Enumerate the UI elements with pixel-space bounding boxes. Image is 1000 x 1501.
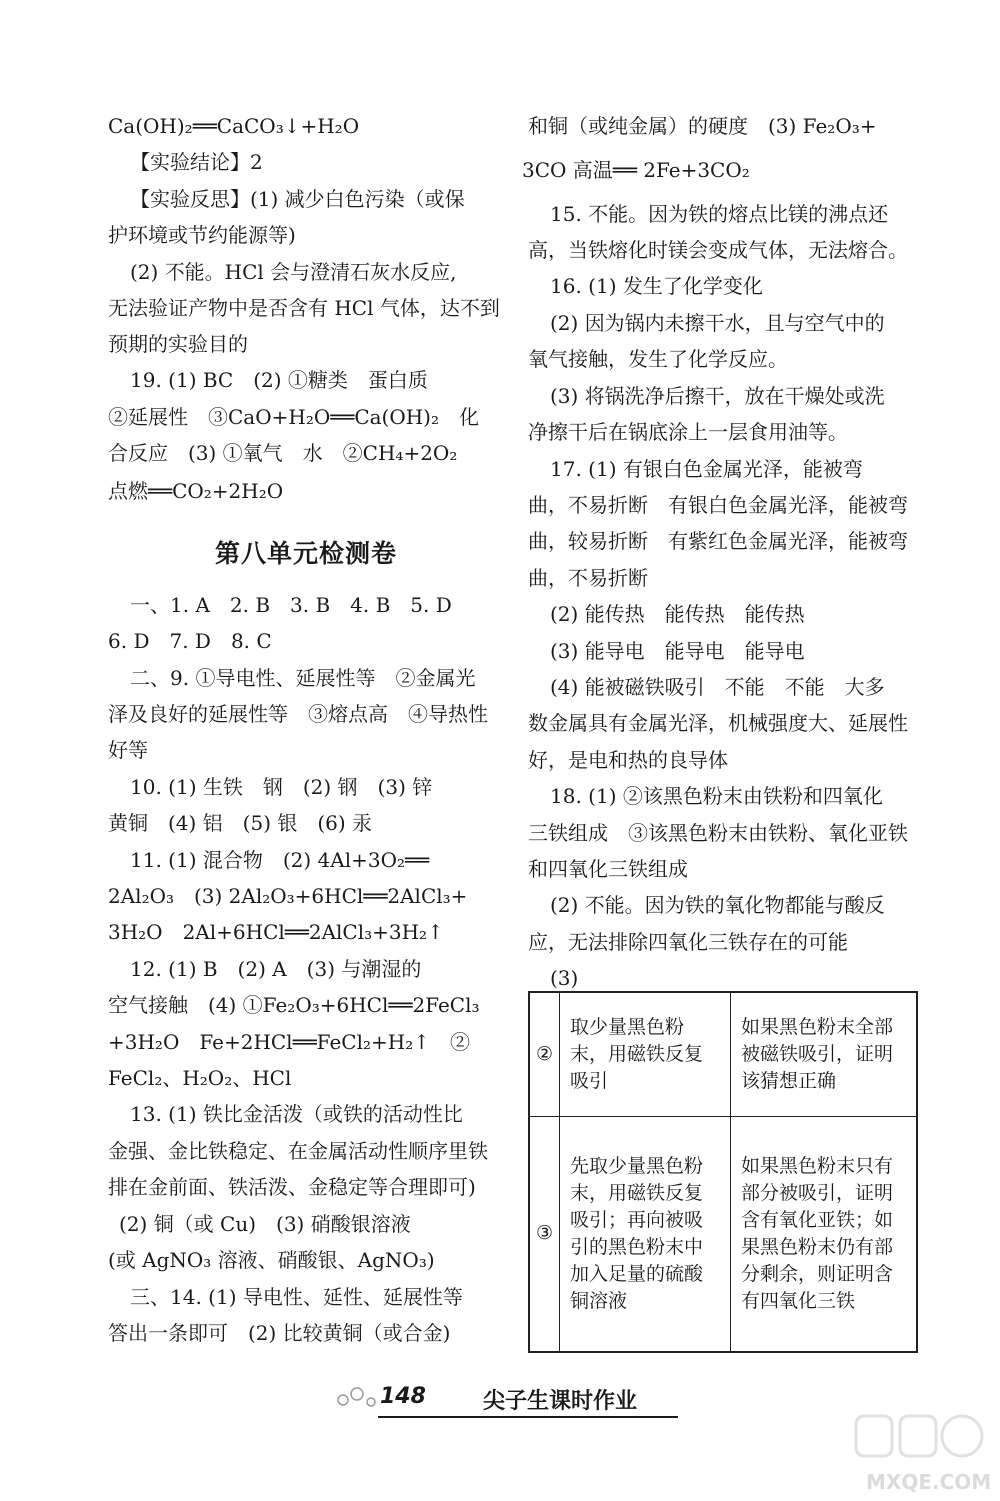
answer-table bbox=[528, 991, 918, 1353]
operation-cell: 先取少量黑色粉末，用磁铁反复吸引；再向被吸引的黑色粉末中加入足量的硫酸铜溶液 bbox=[560, 1116, 731, 1352]
text-line: (3) 能导电 能导电 能导电 bbox=[550, 639, 805, 663]
text-line: (2) 铜（或 Cu) (3) 硝酸银溶液 bbox=[119, 1212, 411, 1236]
text-line: 排在金前面、铁活泼、金稳定等合理即可) bbox=[108, 1175, 476, 1199]
text-line: (2) 能传热 能传热 能传热 bbox=[550, 602, 805, 626]
text-line: 三、14. (1) 导电性、延性、延展性等 bbox=[130, 1285, 463, 1309]
text-line: 17. (1) 有银白色金属光泽，能被弯 bbox=[550, 457, 863, 481]
text-line: 10. (1) 生铁 钢 (2) 钢 (3) 锌 bbox=[130, 775, 433, 799]
footer-rule bbox=[378, 1416, 678, 1418]
book-title: 尖子生课时作业 bbox=[483, 1389, 638, 1414]
text-line: 三铁组成 ③该黑色粉末由铁粉、氧化亚铁 bbox=[528, 821, 908, 845]
text-line: 护环境或节约能源等) bbox=[108, 223, 296, 247]
text-line: 空气接触 (4) ①Fe₂O₃+6HCl══2FeCl₃ bbox=[108, 993, 480, 1017]
text-line: 泽及良好的延展性等 ③熔点高 ④导热性 bbox=[108, 702, 488, 726]
result-cell: 如果黑色粉末全部被磁铁吸引，证明该猜想正确 bbox=[731, 992, 917, 1116]
text-line: 18. (1) ②该黑色粉末由铁粉和四氧化 bbox=[550, 784, 883, 808]
text-line: 13. (1) 铁比金活泼（或铁的活动性比 bbox=[130, 1102, 463, 1126]
operation-cell: 取少量黑色粉末，用磁铁反复吸引 bbox=[560, 992, 731, 1116]
page-number: 148 bbox=[380, 1384, 426, 1409]
text-line: (2) 不能。因为铁的氧化物都能与酸反 bbox=[550, 893, 885, 917]
text-line: 和四氧化三铁组成 bbox=[528, 857, 688, 881]
text-line: 点燃══CO₂+2H₂O bbox=[108, 479, 284, 503]
text-line: 氧气接触，发生了化学反应。 bbox=[528, 347, 788, 371]
text-line: (3) bbox=[550, 966, 579, 990]
watermark-logo bbox=[848, 1408, 992, 1498]
text-line: 答出一条即可 (2) 比较黄铜（或合金) bbox=[108, 1321, 451, 1345]
text-line: 预期的实验目的 bbox=[108, 332, 248, 356]
text-line: 和铜（或纯金属）的硬度 (3) Fe₂O₃+ bbox=[528, 114, 877, 138]
text-line: 12. (1) B (2) A (3) 与潮湿的 bbox=[130, 957, 422, 981]
text-line: FeCl₂、H₂O₂、HCl bbox=[108, 1066, 292, 1090]
row-number: ② bbox=[529, 992, 560, 1116]
table-row bbox=[529, 992, 917, 1116]
result-cell: 如果黑色粉末只有部分被吸引，证明含有氧化亚铁；如果黑色粉末仍有部分剩余，则证明含有四氧化三铁 bbox=[731, 1116, 917, 1352]
text-line: 无法验证产物中是否含有 HCl 气体，达不到 bbox=[108, 296, 500, 320]
text-line: 19. (1) BC (2) ①糖类 蛋白质 bbox=[130, 368, 428, 392]
text-line: 二、9. ①导电性、延展性等 ②金属光 bbox=[130, 666, 476, 690]
decorative-swirl-icon bbox=[333, 1380, 383, 1420]
page-footer bbox=[333, 1380, 678, 1420]
text-line: 6. D 7. D 8. C bbox=[108, 629, 272, 653]
text-line: 3H₂O 2Al+6HCl══2AlCl₃+3H₂↑ bbox=[108, 920, 444, 944]
text-line: 【实验结论】2 bbox=[130, 150, 263, 174]
text-line: 16. (1) 发生了化学变化 bbox=[550, 274, 763, 298]
text-line: (或 AgNO₃ 溶液、硝酸银、AgNO₃) bbox=[108, 1248, 435, 1272]
row-number: ③ bbox=[529, 1116, 560, 1352]
text-line: 曲，不易折断 bbox=[528, 566, 648, 590]
section-title: 第八单元检测卷 bbox=[215, 539, 398, 568]
text-line: 数金属具有金属光泽，机械强度大、延展性 bbox=[528, 711, 908, 735]
text-line: 黄铜 (4) 铝 (5) 银 (6) 汞 bbox=[108, 811, 373, 835]
text-line: 曲，不易折断 有银白色金属光泽，能被弯 bbox=[528, 493, 908, 517]
text-line: (2) 因为锅内未擦干水，且与空气中的 bbox=[550, 311, 885, 335]
watermark-icon bbox=[848, 1408, 988, 1468]
text-line: 一、1. A 2. B 3. B 4. B 5. D bbox=[130, 593, 452, 617]
text-line: 好等 bbox=[108, 738, 148, 762]
text-line: 应，无法排除四氧化三铁存在的可能 bbox=[528, 930, 848, 954]
watermark-text: MXQE.COM bbox=[866, 1470, 992, 1494]
text-line: 曲，较易折断 有紫红色金属光泽，能被弯 bbox=[528, 529, 908, 553]
text-line: 金强、金比铁稳定、在金属活动性顺序里铁 bbox=[108, 1139, 488, 1163]
text-line: +3H₂O Fe+2HCl══FeCl₂+H₂↑ ② bbox=[108, 1030, 470, 1054]
text-line: 合反应 (3) ①氧气 水 ②CH₄+2O₂ bbox=[108, 441, 458, 465]
text-line: 11. (1) 混合物 (2) 4Al+3O₂══ bbox=[130, 848, 430, 872]
text-line: Ca(OH)₂══CaCO₃↓+H₂O bbox=[108, 114, 360, 138]
text-line: 好，是电和热的良导体 bbox=[528, 748, 728, 772]
text-line: 高，当铁熔化时镁会变成气体，无法熔合。 bbox=[528, 238, 908, 262]
text-line: (2) 不能。HCl 会与澄清石灰水反应, bbox=[130, 260, 457, 284]
text-line: 2Al₂O₃ (3) 2Al₂O₃+6HCl══2AlCl₃+ bbox=[108, 884, 468, 908]
text-line: (4) 能被磁铁吸引 不能 不能 大多 bbox=[550, 675, 885, 699]
text-line: 【实验反思】(1) 减少白色污染（或保 bbox=[130, 187, 465, 211]
text-line: 3CO 高温══ 2Fe+3CO₂ bbox=[522, 158, 750, 182]
text-line: (3) 将锅洗净后擦干，放在干燥处或洗 bbox=[550, 384, 885, 408]
table-row bbox=[529, 1116, 917, 1352]
text-line: 净擦干后在锅底涂上一层食用油等。 bbox=[528, 420, 848, 444]
text-line: 15. 不能。因为铁的熔点比镁的沸点还 bbox=[550, 202, 889, 226]
text-line: ②延展性 ③CaO+H₂O══Ca(OH)₂ 化 bbox=[108, 405, 480, 429]
